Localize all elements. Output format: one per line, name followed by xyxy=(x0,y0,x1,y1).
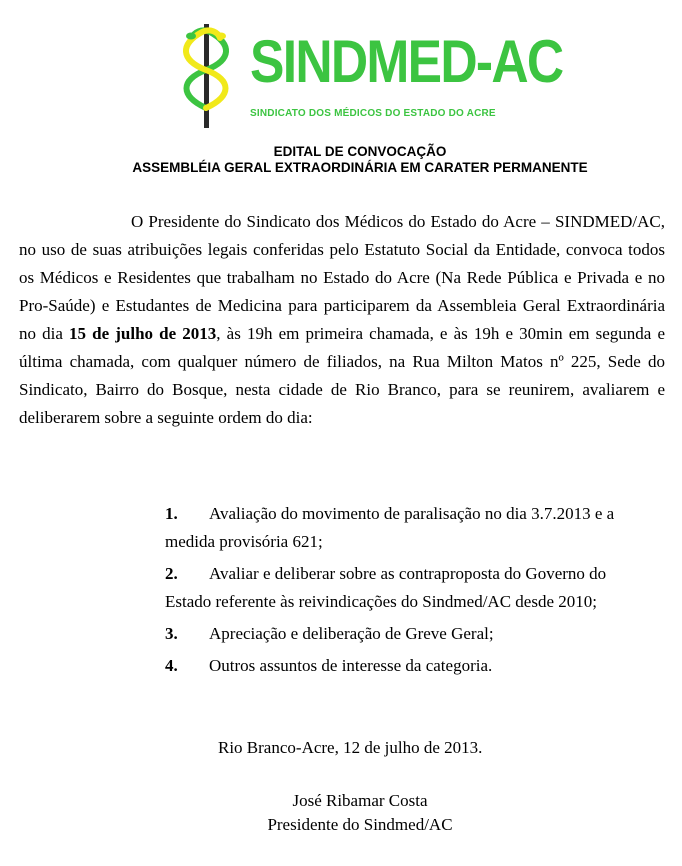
heading-edital: EDITAL DE CONVOCAÇÃO xyxy=(273,144,447,159)
place-and-date: Rio Branco-Acre, 12 de julho de 2013. xyxy=(218,738,483,757)
agenda-item-number: 3. xyxy=(165,624,178,643)
document-headings xyxy=(0,144,682,176)
agenda-item-text: Avaliação do movimento de paralisação no dia 3.7.2013 e a medida provisória 621; xyxy=(165,504,615,551)
convocation-paragraph xyxy=(19,208,665,432)
agenda-item xyxy=(165,620,647,648)
assembly-date: 15 de julho de 2013 xyxy=(69,324,217,343)
agenda-item-number: 4. xyxy=(165,656,178,675)
agenda-item-number: 2. xyxy=(165,564,178,583)
agenda-item xyxy=(165,652,647,680)
agenda-item-text: Outros assuntos de interesse da categoria. xyxy=(209,656,493,675)
paragraph-text-end: , às 19h em primeira chamada, e às 19h e 30min em segunda e última chamada, com qualquer número de filiados, na Rua Milton Matos nº 225, Sede do Sindicato, Bairro do Bosque, nesta cidade de Rio Branco, para se reunirem, avaliarem e deliberarem sobre a seguinte ordem do dia: xyxy=(19,324,665,427)
signatory-title: Presidente do Sindmed/AC xyxy=(267,815,453,834)
agenda-item-number: 1. xyxy=(165,504,178,523)
logo-subtitle: SINDICATO DOS MÉDICOS DO ESTADO DO ACRE xyxy=(250,108,496,119)
heading-assembleia: ASSEMBLÉIA GERAL EXTRAORDINÁRIA EM CARATER PERMANENTE xyxy=(132,160,588,175)
signatory-name: José Ribamar Costa xyxy=(292,791,428,810)
logo-title: SINDMED-AC xyxy=(250,28,563,95)
agenda-list xyxy=(165,500,647,684)
signature-block xyxy=(200,789,520,837)
agenda-item-text: Apreciação e deliberação de Greve Geral; xyxy=(209,624,494,643)
logo xyxy=(172,18,563,130)
agenda-item-text: Avaliar e deliberar sobre as contraproposta do Governo do Estado referente às reivindicações do Sindmed/AC desde 2010; xyxy=(165,564,607,611)
agenda-item xyxy=(165,560,647,616)
paragraph-text-start: O Presidente do Sindicato dos Médicos do Estado do Acre – SINDMED/AC, no uso de suas atribuições legais conferidas pelo Estatuto Social da Entidade, convoca todos os Médicos e Residentes que trabalham no Estado do Acre (Na Rede Pública e Privada e no Pro-Saúde) e Estudantes de Medicina para participarem da Assembleia Geral Extraordinária no dia xyxy=(19,212,665,343)
agenda-item xyxy=(165,500,647,556)
caduceus-icon xyxy=(172,18,242,130)
